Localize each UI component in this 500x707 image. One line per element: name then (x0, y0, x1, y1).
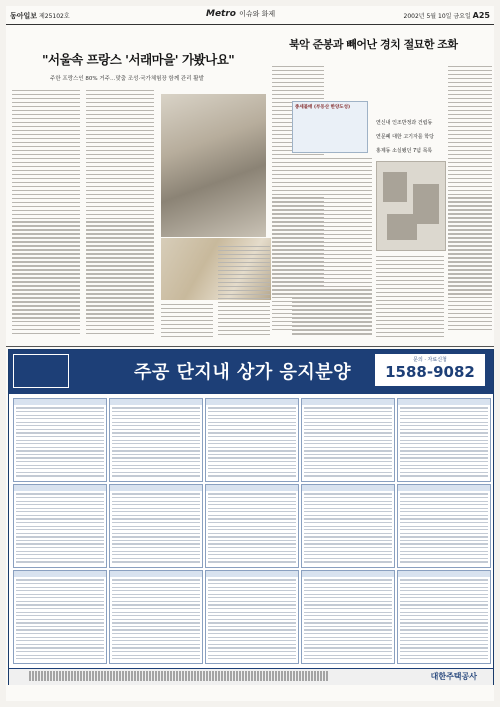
listing-table (301, 570, 395, 664)
listing-table (205, 484, 299, 568)
ad-badge (13, 354, 69, 388)
landscape-illustration (376, 161, 446, 251)
listing-table (397, 398, 491, 482)
listing-table (397, 570, 491, 664)
info-box-title: 종세불매 (부동산 한양도성) (295, 105, 351, 110)
article-column-1 (12, 90, 80, 342)
right-list-item: 홍제동 소실됐던 7념 목록 (376, 148, 433, 154)
info-box (292, 101, 368, 153)
article-column-2 (86, 90, 154, 342)
page-header (6, 6, 494, 25)
right-article-body-2 (376, 256, 444, 342)
listing-table (109, 398, 203, 482)
right-key-list (376, 116, 434, 158)
date-page: 2002년 5월 10일 금요일 A25 (403, 11, 490, 20)
section-divider (6, 346, 494, 347)
advertisement (8, 349, 494, 685)
right-list-item: 연문폐 대한 고기자를 학당 (376, 134, 434, 140)
newspaper-page (6, 6, 494, 701)
ad-footer (9, 668, 493, 685)
right-article-body-3 (448, 66, 492, 342)
ad-title: 주공 단지내 상가 응지분양 (134, 362, 352, 383)
listing-table (397, 484, 491, 568)
listing-table (109, 570, 203, 664)
main-headline: "서울속 프랑스 '서래마을' 가봤나요" (42, 52, 235, 67)
article-photo-people (161, 94, 266, 237)
listing-table (13, 570, 107, 664)
listing-table (205, 398, 299, 482)
right-headline: 북악 준봉과 빼어난 경치 절묘한 조화 (289, 38, 458, 51)
ad-phone-number: 1588-9082 (385, 363, 475, 381)
ad-header (9, 350, 493, 394)
listing-table (13, 484, 107, 568)
company-logo: 대한주택공사 (430, 672, 477, 681)
article-column-3 (161, 304, 213, 342)
listing-table (301, 398, 395, 482)
main-subheadline: 주한 프랑스인 80% 거주…맞춤 조성·국가체험장 함께 관리 활발 (50, 76, 204, 82)
ad-phone-box (375, 354, 485, 386)
ad-phone-label: 문의 · 자료신청 (413, 357, 447, 363)
listing-table (109, 484, 203, 568)
right-article-body (292, 158, 372, 342)
paper-name: 동아일보 제25102호 (10, 12, 70, 20)
listing-table (205, 570, 299, 664)
article-column-4 (218, 246, 270, 342)
ad-footnote (29, 671, 329, 681)
section-title: Metro 이슈와 화제 (206, 9, 276, 19)
listing-table (301, 484, 395, 568)
right-list-item: 연신내 인조반정과 건립동 (376, 120, 433, 126)
listing-table (13, 398, 107, 482)
